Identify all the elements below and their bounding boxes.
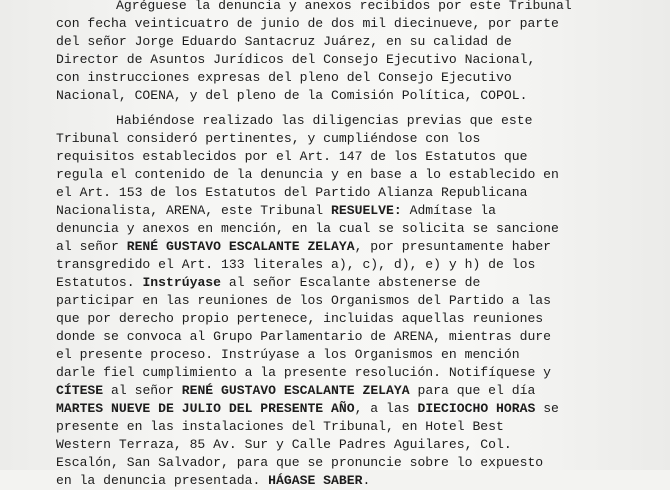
text-segment: al señor Escalante abstenerse de [221, 275, 481, 290]
text-segment: para que el día [409, 383, 536, 398]
p2-line-7: denuncia y anexos en mención, en la cual se solicita se sancione [56, 221, 559, 236]
hagase-saber-label: HÁGASE SABER [268, 473, 363, 488]
p2-line-13: donde se convoca al Grupo Parlamentario de ARENA, mientras dure [56, 329, 552, 344]
text-segment: al señor [56, 239, 127, 254]
text-segment: al señor [103, 383, 182, 398]
p2-line-5: el Art. 153 de los Estatutos del Partido Alianza Republicana [56, 185, 528, 200]
p2-line-18: presente en las instalaciones del Tribunal, en Hotel Best [56, 419, 504, 434]
text-segment: en la denuncia presentada. [56, 473, 269, 488]
p1-line-6: Nacional, COENA, y del pleno de la Comisión Política, COPOL. [56, 88, 528, 103]
text-segment: Admítase la [401, 203, 497, 218]
p2-line-17 [56, 400, 670, 418]
p2-line-19: Western Terraza, 85 Av. Sur y Calle Padres Aguilares, Col. [56, 437, 512, 452]
p2-line-14: el presente proceso. Instrúyase a los Organismos en mención [56, 347, 520, 362]
p2-line-4: regula el contenido de la denuncia y en base a lo establecido en [56, 167, 559, 182]
hearing-time: DIECIOCHO HORAS [417, 401, 536, 416]
p2-line-10 [56, 274, 670, 292]
instruyase-label: Instrúyase [142, 275, 222, 290]
p2-line-12: que por derecho propio pertenece, incluidas aquellas reuniones [56, 311, 544, 326]
text-segment: Nacionalista, ARENA, este Tribunal [56, 203, 332, 218]
p2-line-16 [56, 382, 670, 400]
p2-line-20: Escalón, San Salvador, para que se pronuncie sobre lo expuesto [56, 455, 544, 470]
p2-line-21 [56, 472, 670, 490]
text-segment: . [362, 473, 371, 488]
p2-line-11: participar en las reuniones de los Organismos del Partido a las [56, 293, 552, 308]
accused-name: RENÉ GUSTAVO ESCALANTE ZELAYA [181, 383, 410, 398]
p1-line-2: con fecha veinticuatro de junio de dos mil diecinueve, por parte [56, 16, 559, 31]
p2-line-1: Habiéndose realizado las diligencias previas que este [116, 113, 533, 128]
resuelve-label: RESUELVE: [331, 203, 402, 218]
p1-line-5: con instrucciones expresas del pleno del Consejo Ejecutivo [56, 70, 512, 85]
p2-line-9: transgredido el Art. 133 literales a), c), d), e) y h) de los [56, 257, 536, 272]
text-segment: Estatutos. [56, 275, 143, 290]
citese-label: CÍTESE [56, 383, 104, 398]
p1-line-1: Agréguese la denuncia y anexos recibidos por este Tribunal [116, 0, 572, 13]
accused-name: RENÉ GUSTAVO ESCALANTE ZELAYA [126, 239, 355, 254]
p2-line-3: requisitos establecidos por el Art. 147 de los Estatutos que [56, 149, 528, 164]
p2-line-6 [56, 202, 670, 220]
p1-line-4: Director de Asuntos Jurídicos del Consejo Ejecutivo Nacional, [56, 52, 536, 67]
text-segment: se [535, 401, 559, 416]
text-segment: , a las [354, 401, 418, 416]
p2-line-8 [56, 238, 670, 256]
hearing-date: MARTES NUEVE DE JULIO DEL PRESENTE AÑO [56, 401, 355, 416]
p2-line-15: darle fiel cumplimiento a la presente resolución. Notifíquese y [56, 365, 552, 380]
text-segment: , por presuntamente haber [354, 239, 552, 254]
p2-line-2: Tribunal consideró pertinentes, y cumpliéndose con los [56, 131, 481, 146]
p1-line-3: del señor Jorge Eduardo Santacruz Juárez, en su calidad de [56, 34, 512, 49]
